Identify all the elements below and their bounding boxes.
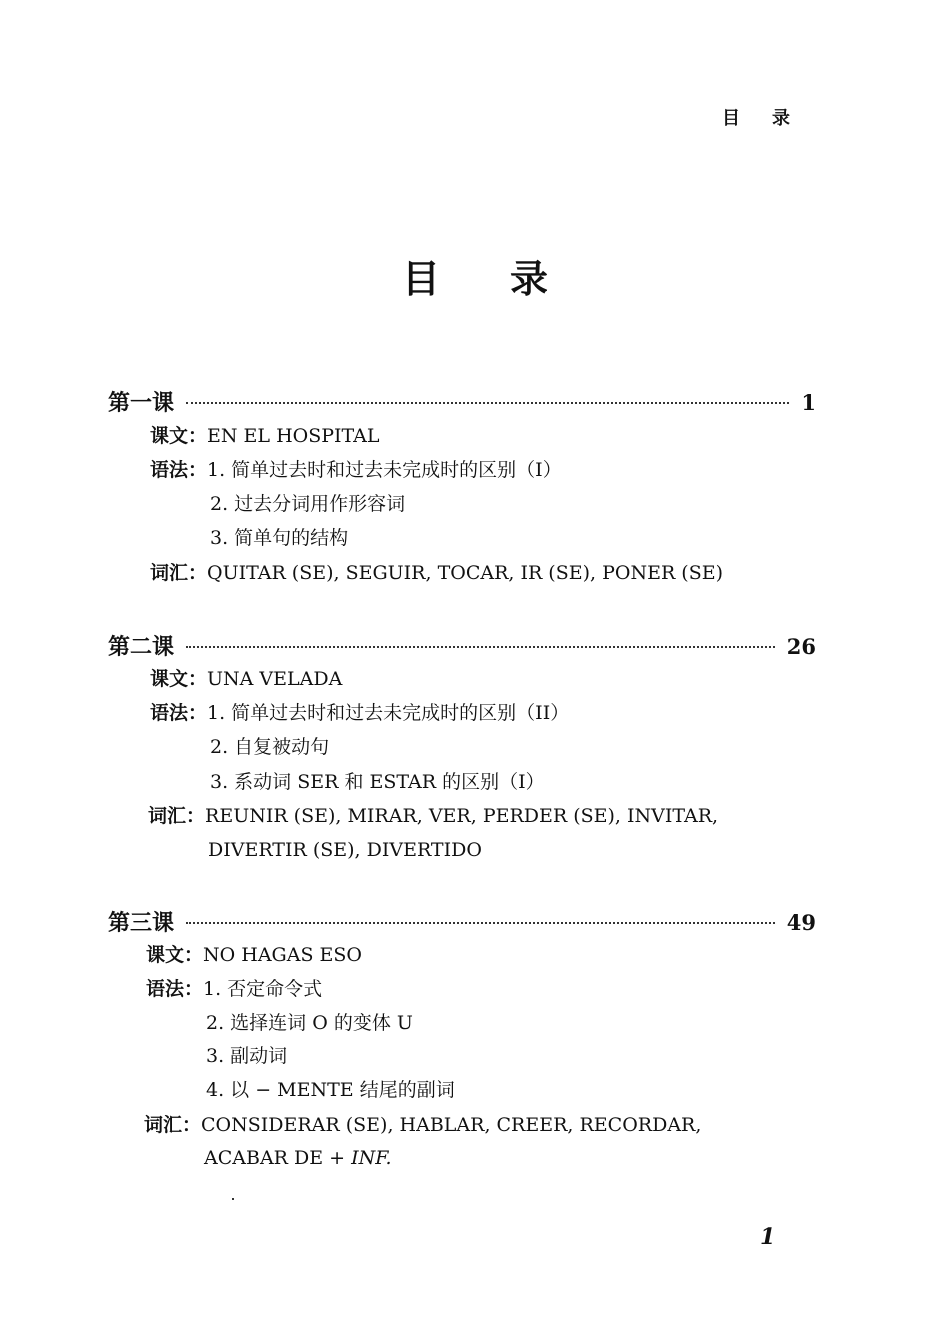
page-title <box>0 248 950 303</box>
text-label: 课文： <box>150 425 208 447</box>
lesson-1-text-line <box>150 423 380 449</box>
text-value: EN EL HOSPITAL <box>207 425 380 447</box>
vocab-label: 词汇： <box>148 805 206 827</box>
page-title-left: 目 <box>401 256 440 301</box>
grammar-label: 语法： <box>150 702 208 724</box>
lesson-3-heading[interactable] <box>108 906 816 937</box>
vocab-item: QUITAR (SE), SEGUIR, TOCAR, IR (SE), PONER (SE) <box>207 562 724 584</box>
lesson-2-title: 第二课 <box>108 634 175 660</box>
text-value: UNA VELADA <box>207 668 343 690</box>
vocab-item: REUNIR (SE), MIRAR, VER, PERDER (SE), INVITAR, <box>205 805 719 827</box>
lesson-2-page: 26 <box>786 634 816 659</box>
text-value: NO HAGAS ESO <box>203 944 362 966</box>
lesson-2-vocab-line-1 <box>148 803 718 829</box>
grammar-item: 1. 简单过去时和过去未完成时的区别（II） <box>207 702 570 724</box>
dot-leader <box>186 645 775 648</box>
running-head-left: 目 <box>722 108 740 129</box>
vocab-item: ACABAR DE + <box>204 1147 346 1169</box>
lesson-1-page: 1 <box>801 390 816 415</box>
grammar-item: 4. 以 − MENTE 结尾的副词 <box>206 1079 455 1101</box>
lesson-3-grammar-line-4 <box>206 1077 455 1103</box>
grammar-item: 1. 否定命令式 <box>203 978 323 1000</box>
lesson-1-grammar-line-2 <box>210 491 405 517</box>
lesson-2-vocab-line-2 <box>208 837 482 863</box>
vocab-item: CONSIDERAR (SE), HABLAR, CREER, RECORDAR, <box>201 1114 702 1136</box>
lesson-2-text-line <box>150 666 342 692</box>
text-label: 课文： <box>146 944 204 966</box>
lesson-2-grammar-line-1 <box>150 700 569 726</box>
grammar-item: 3. 副动词 <box>206 1045 288 1067</box>
footer-page-number: 1 <box>760 1224 776 1250</box>
lesson-1-grammar-line-1 <box>150 457 562 483</box>
grammar-label: 语法： <box>146 978 204 1000</box>
lesson-1-vocab-line <box>150 560 723 586</box>
vocab-label: 词汇： <box>144 1114 202 1136</box>
vocab-label: 词汇： <box>150 562 208 584</box>
running-head-right: 录 <box>772 108 790 129</box>
lesson-1-grammar-line-3 <box>210 525 348 551</box>
lesson-3-text-line <box>146 942 362 968</box>
dot-leader <box>186 401 789 404</box>
lesson-1-title: 第一课 <box>108 390 175 416</box>
lesson-3-grammar-line-1 <box>146 976 322 1002</box>
grammar-label: 语法： <box>150 459 208 481</box>
vocab-item: DIVERTIR (SE), DIVERTIDO <box>208 839 482 861</box>
lesson-3-title: 第三课 <box>108 910 175 936</box>
lesson-3-grammar-line-3 <box>206 1043 287 1069</box>
lesson-3-vocab-line-1 <box>144 1112 701 1138</box>
lesson-3-grammar-line-2 <box>206 1010 413 1036</box>
grammar-item: 2. 自复被动句 <box>210 736 330 758</box>
vocab-italic-tail: INF. <box>351 1147 392 1169</box>
grammar-item: 1. 简单过去时和过去未完成时的区别（I） <box>207 459 562 481</box>
grammar-item: 2. 过去分词用作形容词 <box>210 493 406 515</box>
running-head <box>722 104 790 130</box>
lesson-1-heading[interactable] <box>108 386 816 417</box>
lesson-3-vocab-line-2 <box>204 1145 392 1171</box>
grammar-item: 2. 选择连词 O 的变体 U <box>206 1012 413 1034</box>
grammar-item: 3. 系动词 SER 和 ESTAR 的区别（I） <box>210 771 545 793</box>
stray-mark <box>232 1198 234 1200</box>
page-title-right: 录 <box>510 256 549 301</box>
lesson-2-grammar-line-2 <box>210 734 329 760</box>
dot-leader <box>186 921 775 924</box>
text-label: 课文： <box>150 668 208 690</box>
lesson-2-grammar-line-3 <box>210 769 545 795</box>
lesson-3-page: 49 <box>786 910 816 935</box>
grammar-item: 3. 简单句的结构 <box>210 527 349 549</box>
lesson-2-heading[interactable] <box>108 630 816 661</box>
